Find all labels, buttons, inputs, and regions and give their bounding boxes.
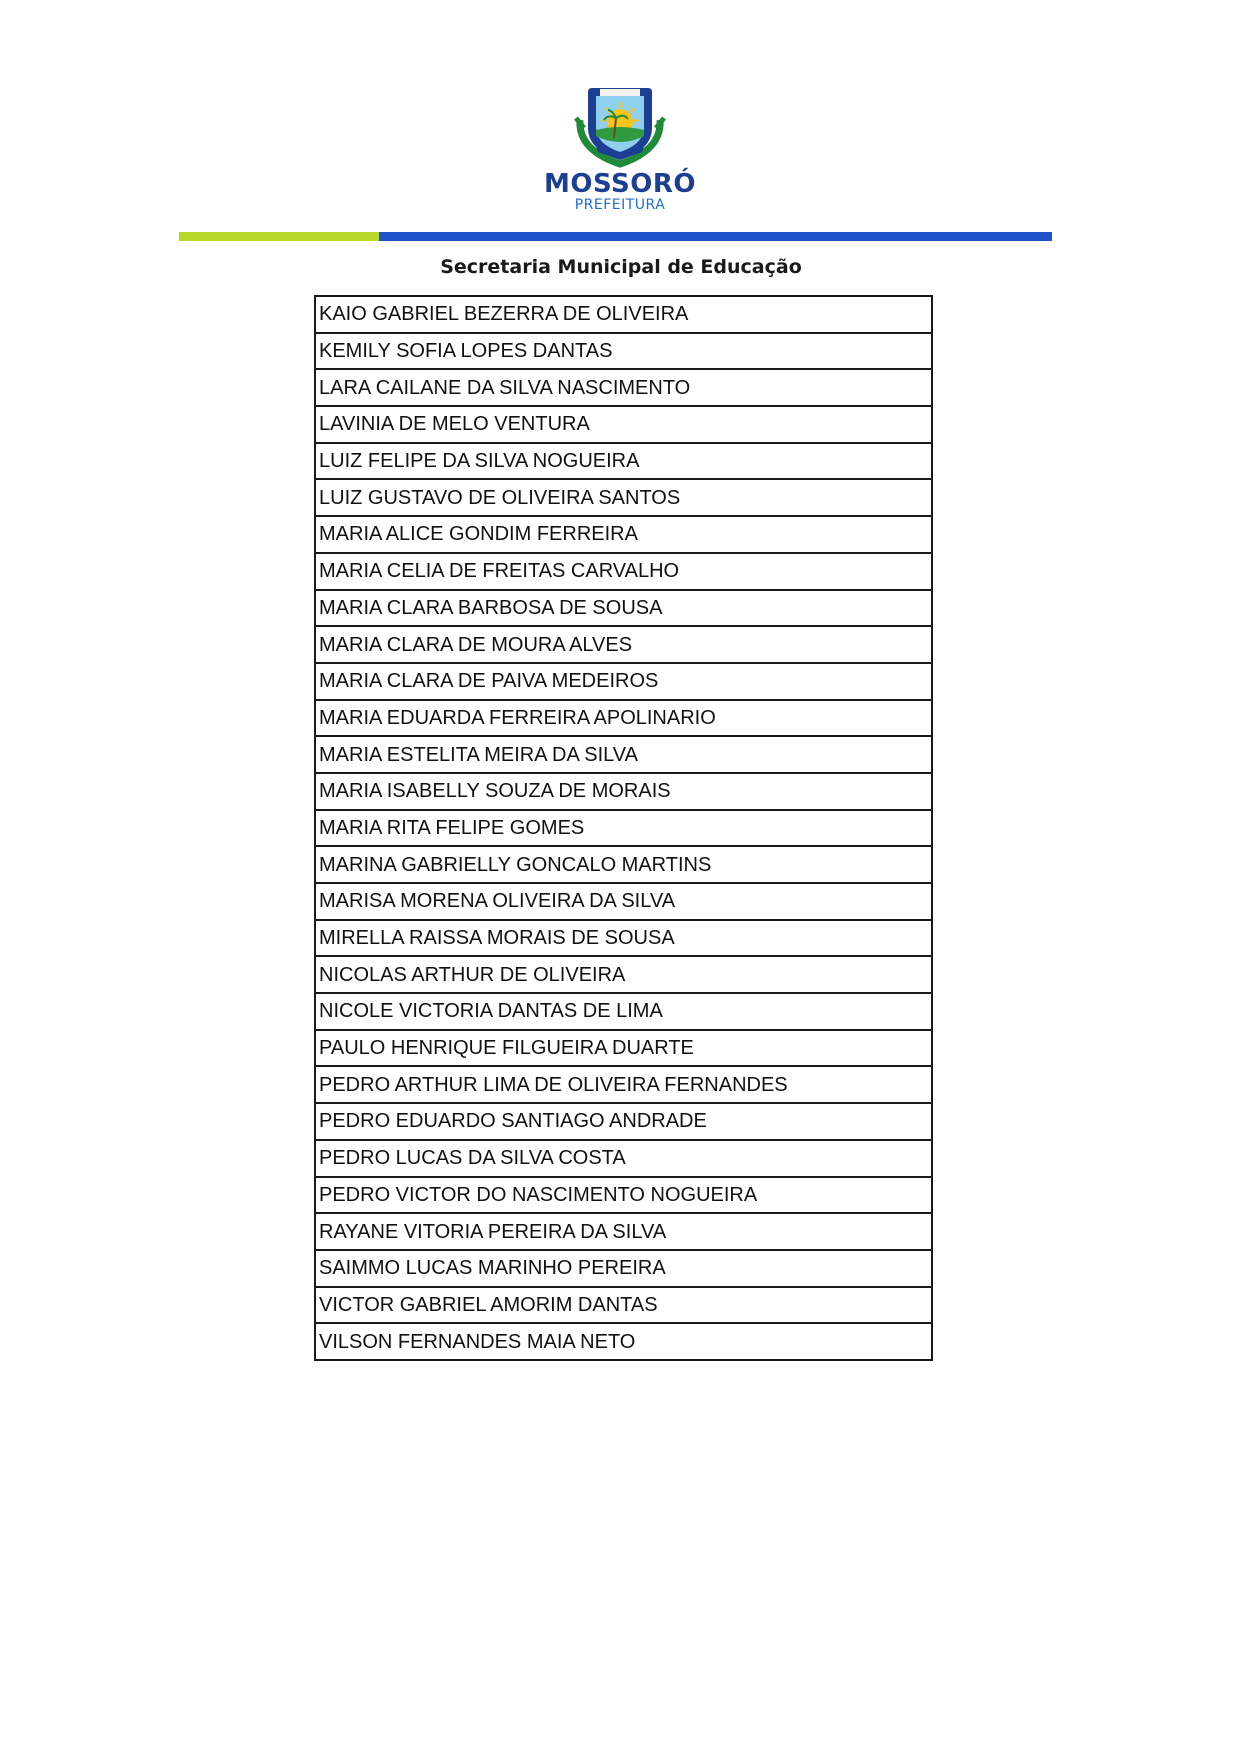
student-name-cell: MARIA EDUARDA FERREIRA APOLINARIO — [315, 700, 932, 737]
names-table — [314, 295, 933, 1361]
table-row — [315, 1066, 932, 1103]
table-row — [315, 296, 932, 333]
brand-subtitle: PREFEITURA — [574, 197, 666, 213]
table-row — [315, 1030, 932, 1067]
table-row — [315, 810, 932, 847]
table-row — [315, 590, 932, 627]
student-name-cell: PEDRO VICTOR DO NASCIMENTO NOGUEIRA — [315, 1177, 932, 1214]
table-row — [315, 846, 932, 883]
department-title: Secretaria Municipal de Educação — [440, 256, 802, 278]
table-row — [315, 736, 932, 773]
student-name-cell: RAYANE VITORIA PEREIRA DA SILVA — [315, 1213, 932, 1250]
student-name-cell: MARIA ISABELLY SOUZA DE MORAIS — [315, 773, 932, 810]
table-row — [315, 1103, 932, 1140]
student-name-cell: LARA CAILANE DA SILVA NASCIMENTO — [315, 369, 932, 406]
table-row — [315, 773, 932, 810]
student-name-cell: MARIA ALICE GONDIM FERREIRA — [315, 516, 932, 553]
student-name-cell: PEDRO EDUARDO SANTIAGO ANDRADE — [315, 1103, 932, 1140]
table-row — [315, 956, 932, 993]
student-name-cell: MARIA CELIA DE FREITAS CARVALHO — [315, 553, 932, 590]
brand-block — [520, 170, 720, 212]
table-row — [315, 553, 932, 590]
names-table-body — [315, 296, 932, 1360]
student-name-cell: NICOLE VICTORIA DANTAS DE LIMA — [315, 993, 932, 1030]
student-name-cell: MARIA ESTELITA MEIRA DA SILVA — [315, 736, 932, 773]
student-name-cell: MARIA CLARA DE PAIVA MEDEIROS — [315, 663, 932, 700]
table-row — [315, 1140, 932, 1177]
table-row — [315, 479, 932, 516]
table-row — [315, 700, 932, 737]
table-row — [315, 333, 932, 370]
table-row — [315, 1177, 932, 1214]
student-name-cell: MARIA CLARA BARBOSA DE SOUSA — [315, 590, 932, 627]
student-name-cell: MIRELLA RAISSA MORAIS DE SOUSA — [315, 920, 932, 957]
student-name-cell: KEMILY SOFIA LOPES DANTAS — [315, 333, 932, 370]
table-row — [315, 1213, 932, 1250]
student-name-cell: LUIZ GUSTAVO DE OLIVEIRA SANTOS — [315, 479, 932, 516]
student-name-cell: PEDRO ARTHUR LIMA DE OLIVEIRA FERNANDES — [315, 1066, 932, 1103]
student-name-cell: VILSON FERNANDES MAIA NETO — [315, 1323, 932, 1360]
student-name-cell: MARINA GABRIELLY GONCALO MARTINS — [315, 846, 932, 883]
student-name-cell: MARIA CLARA DE MOURA ALVES — [315, 626, 932, 663]
header-stripe-green — [179, 232, 379, 241]
student-name-cell: KAIO GABRIEL BEZERRA DE OLIVEIRA — [315, 296, 932, 333]
table-row — [315, 406, 932, 443]
student-name-cell: PEDRO LUCAS DA SILVA COSTA — [315, 1140, 932, 1177]
table-row — [315, 1287, 932, 1324]
table-row — [315, 1250, 932, 1287]
table-row — [315, 626, 932, 663]
table-row — [315, 1323, 932, 1360]
header-stripe-blue — [379, 232, 1052, 241]
table-row — [315, 920, 932, 957]
student-name-cell: LUIZ FELIPE DA SILVA NOGUEIRA — [315, 443, 932, 480]
table-row — [315, 883, 932, 920]
table-row — [315, 516, 932, 553]
student-name-cell: PAULO HENRIQUE FILGUEIRA DUARTE — [315, 1030, 932, 1067]
brand-name: MOSSORÓ — [544, 169, 696, 199]
student-name-cell: MARIA RITA FELIPE GOMES — [315, 810, 932, 847]
student-name-cell: SAIMMO LUCAS MARINHO PEREIRA — [315, 1250, 932, 1287]
table-row — [315, 663, 932, 700]
student-name-cell: LAVINIA DE MELO VENTURA — [315, 406, 932, 443]
student-name-cell: MARISA MORENA OLIVEIRA DA SILVA — [315, 883, 932, 920]
table-row — [315, 369, 932, 406]
table-row — [315, 993, 932, 1030]
student-name-cell: VICTOR GABRIEL AMORIM DANTAS — [315, 1287, 932, 1324]
table-row — [315, 443, 932, 480]
municipal-coat-of-arms-icon — [570, 80, 670, 170]
student-name-cell: NICOLAS ARTHUR DE OLIVEIRA — [315, 956, 932, 993]
